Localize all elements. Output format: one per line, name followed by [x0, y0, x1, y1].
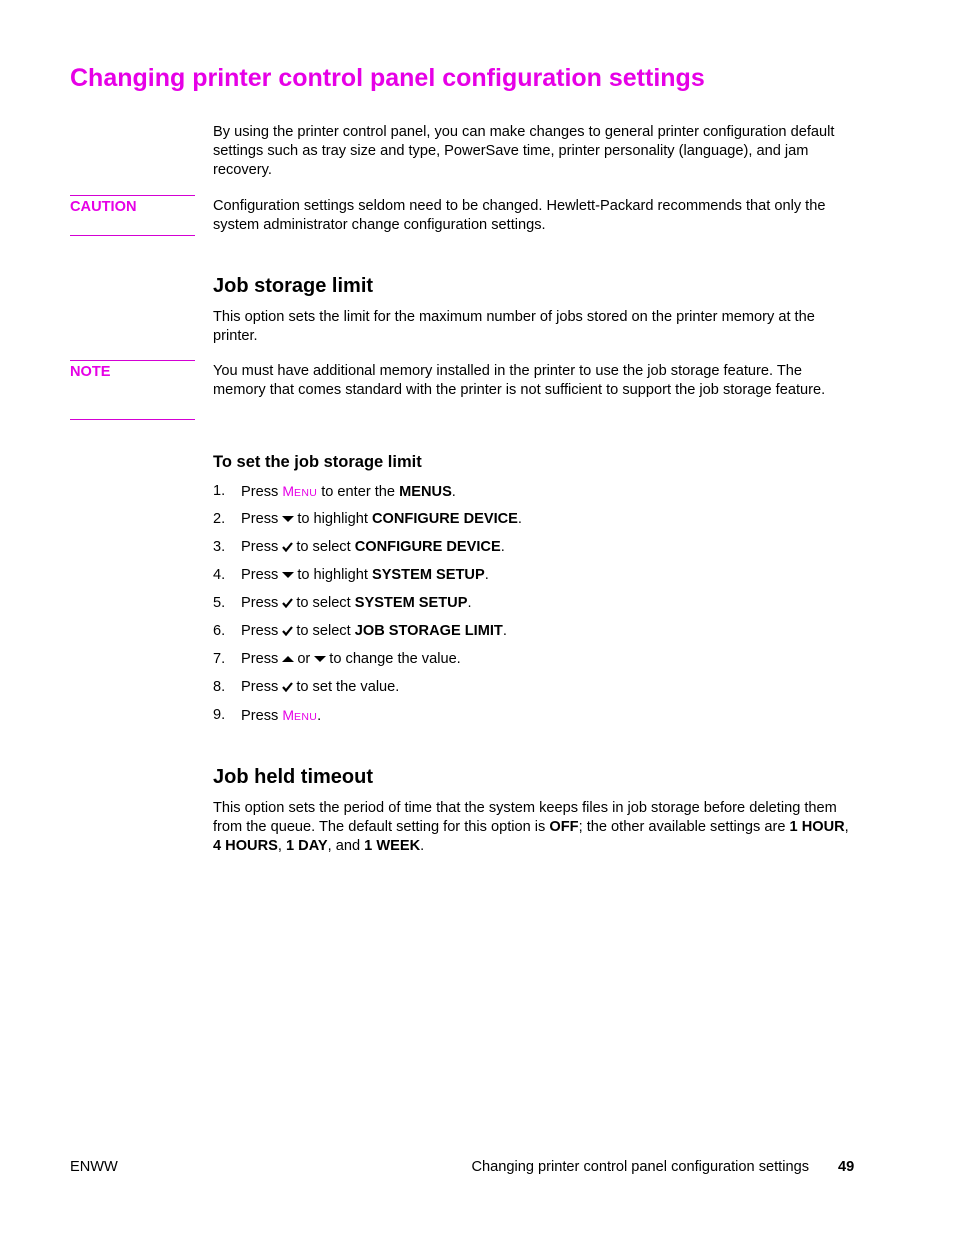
job-storage-description: This option sets the limit for the maximum number of jobs stored on the printer memory at the printer. — [213, 309, 815, 344]
step-text: Press — [241, 567, 279, 583]
step-text: to change the value. — [329, 651, 461, 667]
menu-key: MENU — [282, 483, 318, 499]
caution-bottom-rule — [70, 235, 195, 236]
option-value: 1 HOUR — [789, 819, 845, 835]
option-value: 1 WEEK — [364, 838, 421, 854]
caution-label: CAUTION — [70, 199, 137, 215]
step-keyword: SYSTEM SETUP — [371, 567, 485, 583]
step-text: Press — [241, 679, 279, 695]
step-keyword: SYSTEM SETUP — [354, 595, 468, 611]
procedure-steps — [213, 482, 853, 734]
down-arrow-icon — [314, 655, 326, 663]
footer-section-title: Changing printer control panel configuration settings — [471, 1159, 809, 1175]
page-title: Changing printer control panel configuration settings — [70, 64, 705, 92]
up-arrow-icon — [282, 655, 294, 663]
step-item — [213, 678, 853, 706]
note-top-rule — [70, 360, 195, 361]
procedure-heading: To set the job storage limit — [213, 453, 422, 471]
step-text: to select — [296, 539, 351, 555]
step-text: to highlight — [297, 511, 368, 527]
step-item: 5. Press to select SYSTEM SETUP. — [213, 594, 853, 622]
step-text: to set the value. — [296, 679, 400, 695]
note-label: NOTE — [70, 364, 111, 380]
step-item: 9. Press MENU. — [213, 706, 853, 734]
step-item: 4. Press to highlight SYSTEM SETUP. — [213, 566, 853, 594]
step-keyword: JOB STORAGE LIMIT — [354, 623, 503, 639]
step-number: 2. — [213, 511, 226, 527]
step-number: 4. — [213, 567, 226, 583]
caution-top-rule — [70, 195, 195, 196]
note-bottom-rule — [70, 419, 195, 420]
page-number: 49 — [838, 1159, 855, 1175]
note-text: You must have additional memory installed in the printer to use the job storage feature. The memory that comes standard with the printer is not sufficient to support the job storage feature. — [213, 363, 826, 398]
step-number: 6. — [213, 623, 226, 639]
down-arrow-icon — [282, 515, 294, 523]
step-keyword: CONFIGURE DEVICE — [371, 511, 518, 527]
step-item: 1. Press MENU to enter the MENUS. — [213, 482, 853, 510]
job-held-heading: Job held timeout — [213, 766, 373, 788]
checkmark-icon — [282, 682, 293, 692]
step-number: 1. — [213, 483, 226, 499]
step-text: or — [297, 651, 311, 667]
step-item: 2. Press to highlight CONFIGURE DEVICE. — [213, 510, 853, 538]
option-value: 4 HOURS — [213, 838, 278, 854]
step-item — [213, 650, 853, 678]
step-number: 3. — [213, 539, 226, 555]
step-text: Press — [241, 511, 279, 527]
job-storage-heading: Job storage limit — [213, 275, 374, 297]
step-text: Press — [241, 484, 279, 500]
checkmark-icon — [282, 542, 293, 552]
step-number: 7. — [213, 651, 226, 667]
step-item: 3. Press to select CONFIGURE DEVICE. — [213, 538, 853, 566]
intro-paragraph: By using the printer control panel, you can make changes to general printer configuration default settings such as tray size and type, PowerSave time, printer personality (language), and jam recovery. — [213, 124, 835, 178]
down-arrow-icon — [282, 571, 294, 579]
step-number: 5. — [213, 595, 226, 611]
step-keyword: MENUS — [399, 484, 452, 500]
default-value: OFF — [549, 819, 579, 835]
step-keyword: CONFIGURE DEVICE — [354, 539, 501, 555]
step-text: Press — [241, 708, 279, 724]
step-text: Press — [241, 651, 279, 667]
step-text: to select — [296, 623, 351, 639]
step-text: Press — [241, 539, 279, 555]
menu-key: MENU — [282, 707, 318, 723]
job-held-text: This option sets the period of time that the system keeps files in job storage before deleting them from the queue. The default setting for this option is OFF; the other available settings are 1 HOUR, 4 HOURS, 1 DAY, and 1 WEEK. — [213, 800, 849, 854]
step-text: Press — [241, 623, 279, 639]
step-text: to highlight — [297, 567, 368, 583]
checkmark-icon — [282, 598, 293, 608]
footer-left: ENWW — [70, 1159, 118, 1175]
step-text: to enter the — [321, 484, 396, 500]
step-text: Press — [241, 595, 279, 611]
step-number: 8. — [213, 679, 226, 695]
option-value: 1 DAY — [285, 838, 328, 854]
step-text: to select — [296, 595, 351, 611]
checkmark-icon — [282, 626, 293, 636]
step-number: 9. — [213, 707, 226, 723]
caution-text: Configuration settings seldom need to be changed. Hewlett-Packard recommends that only the system administrator change configuration settings. — [213, 198, 826, 233]
step-item: 6. Press to select JOB STORAGE LIMIT. — [213, 622, 853, 650]
